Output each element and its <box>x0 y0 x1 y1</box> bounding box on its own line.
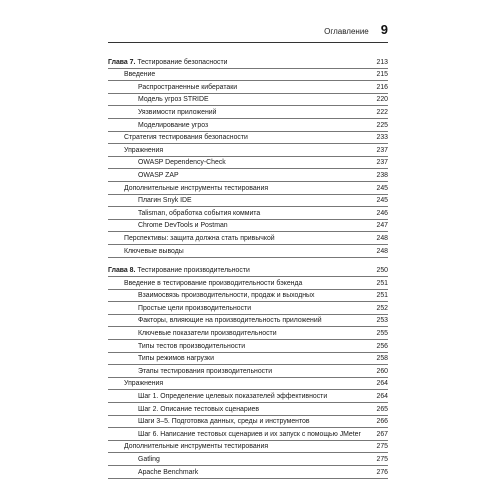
toc-page-number: 247 <box>376 222 388 230</box>
toc-page-number: 275 <box>376 443 388 451</box>
toc-entry-text: Gatling <box>138 456 160 463</box>
toc-entry-text: Упражнения <box>124 380 164 388</box>
toc-page-number: 251 <box>376 292 388 300</box>
toc-entry-text: Тестирование безопасности <box>135 58 228 66</box>
toc-page-number: 275 <box>376 456 388 463</box>
toc-page-number: 220 <box>376 96 388 104</box>
toc-page-number: 252 <box>376 304 388 312</box>
toc-subsection[interactable] <box>108 106 388 119</box>
toc-page-number: 260 <box>376 367 388 375</box>
toc-page-number: 256 <box>376 342 388 350</box>
toc-entry-title <box>138 366 272 377</box>
toc-entry-title <box>138 454 160 465</box>
toc-subsection[interactable] <box>108 428 388 441</box>
toc-subsection[interactable] <box>108 157 388 170</box>
toc-page-number: 276 <box>376 468 388 476</box>
toc-entry-title <box>138 120 208 131</box>
toc-entry-title <box>138 220 228 231</box>
toc-page-number: 215 <box>376 71 388 79</box>
toc-subsection[interactable] <box>108 340 388 353</box>
toc-entry-title <box>138 429 361 440</box>
toc-page-number: 213 <box>376 58 388 66</box>
toc-subsection[interactable] <box>108 169 388 182</box>
toc-page-number: 264 <box>376 380 388 388</box>
toc-entry-title <box>138 170 179 181</box>
toc-entry-text: Шаг 6. Написание тестовых сценариев и их запуск с помощью JMeter <box>138 430 361 438</box>
toc-entry-title <box>138 303 251 314</box>
toc-entry-title <box>138 94 209 105</box>
toc-subsection[interactable] <box>108 353 388 366</box>
toc-subsection[interactable] <box>108 390 388 403</box>
toc-entry-text: Введение <box>124 71 156 79</box>
toc-entry-text: Дополнительные инструменты тестирования <box>124 443 269 451</box>
toc-subsection[interactable] <box>108 466 388 479</box>
toc-subsection[interactable] <box>108 453 388 466</box>
toc-entry-text: Взаимосвязь производительности, продаж и выходных <box>138 292 315 300</box>
toc-section[interactable] <box>108 277 388 290</box>
toc-entry-title <box>138 416 310 427</box>
page-number: 9 <box>380 22 388 37</box>
toc-entry-title <box>124 441 268 452</box>
toc-entry-title <box>138 353 214 364</box>
toc-page-number: 251 <box>376 279 388 287</box>
toc-page-number: 248 <box>376 247 388 255</box>
toc-entry-text: Шаг 2. Описание тестовых сценариев <box>138 405 260 413</box>
toc-subsection[interactable] <box>108 290 388 303</box>
toc-entry-title <box>138 107 216 118</box>
toc-entry-title <box>138 208 260 219</box>
toc-entry-title <box>124 233 275 244</box>
toc-page-number: 265 <box>376 405 388 413</box>
toc-entry-title <box>124 246 184 257</box>
toc-entry-text: Типы тестов производительности <box>138 342 246 350</box>
toc-entry-text: Уязвимости приложений <box>138 108 217 116</box>
toc-entry-title <box>138 391 327 402</box>
toc-subsection[interactable] <box>108 119 388 132</box>
toc-entry-text: Стратегия тестирования безопасности <box>124 134 248 142</box>
toc-page-number: 233 <box>376 134 388 142</box>
toc-entry-text: Моделирование угроз <box>138 121 209 129</box>
toc-entry-title <box>138 328 277 339</box>
toc-entry-title <box>138 467 198 478</box>
toc-entry-title <box>138 82 237 93</box>
toc-page-number: 216 <box>376 83 388 91</box>
toc-entry-text: Ключевые выводы <box>124 247 184 255</box>
toc-page-number: 237 <box>376 146 388 154</box>
chapter-gap <box>108 258 388 265</box>
toc-page-number: 266 <box>376 418 388 426</box>
toc-subsection[interactable] <box>108 302 388 315</box>
toc-entry-title <box>138 341 245 352</box>
toc-entry-text: Talisman, обработка события коммита <box>138 209 261 217</box>
toc-entry-title <box>108 265 250 276</box>
toc-page-number: 258 <box>376 355 388 363</box>
running-header <box>324 22 388 37</box>
toc-section[interactable] <box>108 132 388 145</box>
toc-section[interactable] <box>108 441 388 454</box>
toc-page-number: 225 <box>376 121 388 129</box>
toc-page-number: 245 <box>376 197 388 205</box>
running-header-section: Оглавление <box>324 27 369 36</box>
toc-entry-title <box>138 195 192 206</box>
toc-subsection[interactable] <box>108 365 388 378</box>
toc-entry-text: Шаг 1. Определение целевых показателей эффективности <box>138 393 328 401</box>
toc-section[interactable] <box>108 232 388 245</box>
toc-entry-title <box>124 278 302 289</box>
toc-entry-text: Этапы тестирования производительности <box>138 367 273 375</box>
toc-entry-text: Факторы, влияющие на производительность приложений <box>138 317 322 325</box>
table-of-contents <box>108 56 388 479</box>
toc-entry-title <box>124 145 163 156</box>
toc-entry-text: Простые цели производительности <box>138 304 252 312</box>
toc-entry-text: Тестирование производительности <box>135 267 250 275</box>
toc-section[interactable] <box>108 245 388 258</box>
toc-page-number: 250 <box>376 267 388 275</box>
toc-entry-text: Плагин Snyk IDE <box>138 197 192 205</box>
toc-entry-text: Перспективы: защита должна стать привычкой <box>124 234 275 242</box>
toc-entry-title <box>138 157 226 168</box>
toc-entry-text: Ключевые показатели производительности <box>138 330 277 338</box>
toc-page-number: 237 <box>376 159 388 167</box>
toc-entry-title <box>138 315 322 326</box>
toc-entry-text: Типы режимов нагрузки <box>138 355 214 363</box>
toc-page-number: 255 <box>376 330 388 338</box>
toc-entry-title <box>138 290 314 301</box>
toc-section[interactable] <box>108 182 388 195</box>
toc-entry-text: Модель угроз STRIDE <box>138 96 209 104</box>
toc-page-number: 238 <box>376 171 388 179</box>
toc-subsection[interactable] <box>108 81 388 94</box>
toc-entry-text: Chrome DevTools и Postman <box>138 222 228 230</box>
toc-page-number: 222 <box>376 108 388 116</box>
toc-entry-text: Упражнения <box>124 146 164 154</box>
toc-entry-title <box>124 132 248 143</box>
toc-entry-text: Шаги 3–5. Подготовка данных, среды и инструментов <box>138 418 310 426</box>
toc-entry-text: Распространенные кибератаки <box>138 83 238 91</box>
toc-page-number: 245 <box>376 184 388 192</box>
toc-subsection[interactable] <box>108 403 388 416</box>
toc-entry-text: OWASP ZAP <box>138 171 179 179</box>
toc-page-number: 253 <box>376 317 388 325</box>
header-rule <box>108 42 388 43</box>
toc-chapter[interactable] <box>108 56 388 69</box>
toc-subsection[interactable] <box>108 94 388 107</box>
toc-page-number: 264 <box>376 393 388 401</box>
toc-chapter-number: Глава 8. <box>108 267 136 275</box>
toc-page-number: 267 <box>376 430 388 438</box>
toc-subsection[interactable] <box>108 416 388 429</box>
toc-subsection[interactable] <box>108 220 388 233</box>
toc-entry-text: OWASP Dependency-Check <box>138 159 226 167</box>
toc-page-number: 246 <box>376 209 388 217</box>
toc-page-number: 248 <box>376 234 388 242</box>
toc-entry-text: Введение в тестирование производительности бэкенда <box>124 279 303 287</box>
toc-entry-title <box>108 57 227 68</box>
toc-section[interactable] <box>108 144 388 157</box>
toc-entry-title <box>138 404 259 415</box>
toc-entry-title <box>124 69 155 80</box>
toc-entry-text: Дополнительные инструменты тестирования <box>124 184 269 192</box>
toc-entry-title <box>124 183 268 194</box>
toc-entry-text: Apache Benchmark <box>138 468 199 476</box>
toc-section[interactable] <box>108 69 388 82</box>
toc-section[interactable] <box>108 378 388 391</box>
toc-chapter[interactable] <box>108 265 388 278</box>
toc-entry-title <box>124 378 163 389</box>
toc-subsection[interactable] <box>108 315 388 328</box>
toc-subsection[interactable] <box>108 327 388 340</box>
toc-subsection[interactable] <box>108 195 388 208</box>
toc-chapter-number: Глава 7. <box>108 58 136 66</box>
toc-subsection[interactable] <box>108 207 388 220</box>
